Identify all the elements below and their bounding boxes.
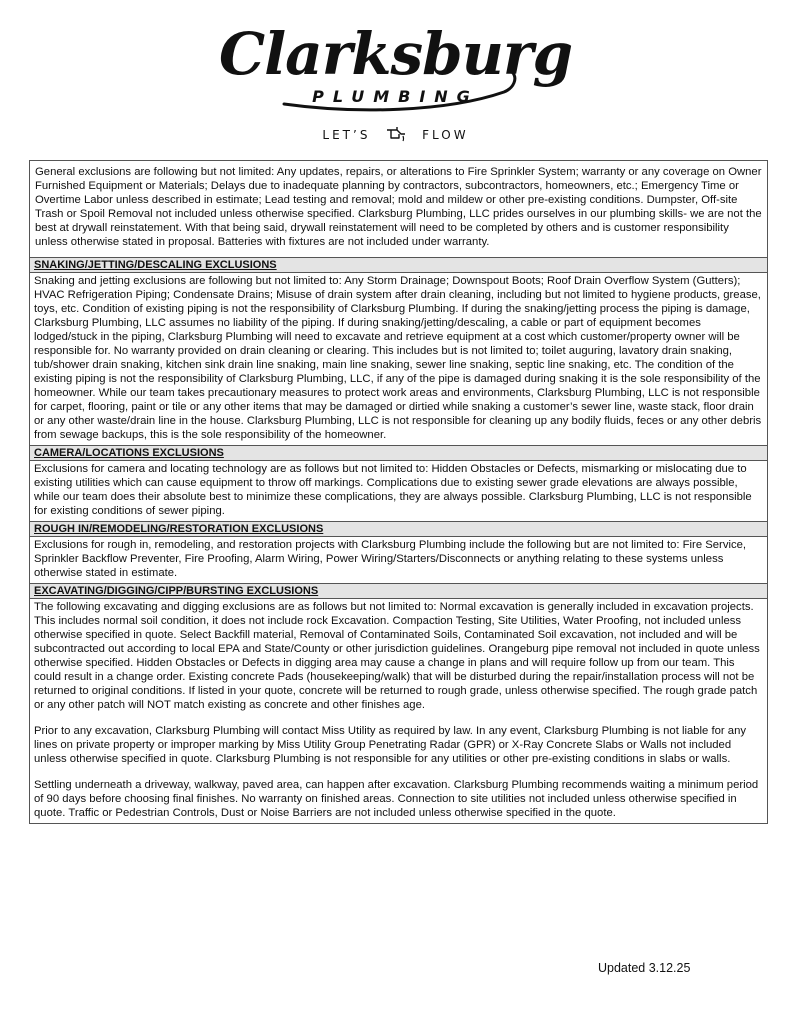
logo-tagline bbox=[0, 126, 791, 145]
section-rough-in bbox=[30, 522, 767, 584]
section-paragraph: The following excavating and digging exclusions are as follows but not limited to: Normal excavation is generally included in excavation projects. This includes normal soil condition, it does not include rock Excavation. Compaction Testing, Site Utilities, Water Proofing, not included unless otherwise specified in quote. Select Backfill material, Removal of Contaminated Soils, Contaminated Soil excavation, not included and will be subcontracted out according to local EPA and State/County or other jurisdiction guidelines. Orangeburg pipe removal not included in quote unless otherwise specified. Hidden Obstacles or Defects in digging area may cause a change in plans and will require follow up from our team. This could result in a change order. Existing concrete Pads (housekeeping/walk) that will be disturbed during the repair/installation process will not be returned to original conditions. If listed in your quote, concrete will be returned to rough grade, unless otherwise specified. The rough grade patch or any other patch will NOT match existing as concrete and other finishes age. bbox=[34, 601, 760, 711]
section-paragraph: Exclusions for rough in, remodeling, and restoration projects with Clarksburg Plumbing include the following but are not limited to: Fire Service, Sprinkler Backflow Preventer, Fire Proofing, Alarm Wiring, Power Wiring/Starters/Disconnects or anything relating to these systems unless otherwise stated in estimate. bbox=[34, 539, 747, 579]
section-paragraph: Exclusions for camera and locating technology are as follows but not limited to: Hidden Obstacles or Defects, mismarking or mislocating due to existing utilities which can cause equipment to throw off markings. Complications due to existing sewer grade elevations are always possible, while our team does their absolute best to minimize these complications, they are always possible. Clarksburg Plumbing, LLC is not responsible for existing conditions of sewer piping. bbox=[34, 463, 752, 517]
section-excavating bbox=[30, 584, 767, 824]
section-paragraph: Snaking and jetting exclusions are following but not limited to: Any Storm Drainage; Downspout Boots; Roof Drain Overflow System (Gutters); HVAC Refrigeration Piping; Condensate Drains; Misuse of drain system after drain cleaning, including but not limited to hygiene products, grease, toys, etc. Condition of existing piping is not the responsibility of Clarksburg Plumbing. If during the snaking/jetting process the piping is damage, Clarksburg Plumbing, LLC assumes no liability of the piping. If during snaking/jetting/descaling, a cable or part of equipment becomes lodged/stuck in the piping, Clarksburg Plumbing will need to excavate and retrieve equipment at a cost which customer/property owner will be responsible for. No warranty provided on drain cleaning or clearing. This includes but is not limited to; toilet auguring, lavatory drain snaking, tub/shower drain snaking, kitchen sink drain line snaking, main line snaking, sewer line snaking, septic line snaking, etc. The condition of the existing piping is not the responsibility of Clarksburg Plumbing, LLC, if any of the pipe is damaged during snaking it is the sole responsibility of the homeowner. While our team takes precautionary measures to protect work areas and environments, Clarksburg Plumbing, LLC is not responsible for carpet, flooring, paint or tile or any other items that may be damaged or dirtied while snaking a customer’s sewer line, waste stack, floor drain or any other waste/drain line in the house. Clarksburg Plumbing, LLC is not responsible for cleaning up any bodily fluids, feces or any other debris from sewage backups, this is the sole responsibility of the homeowner. bbox=[34, 275, 762, 441]
section-camera bbox=[30, 446, 767, 522]
faucet-flow-icon bbox=[385, 126, 407, 145]
section-body bbox=[30, 273, 767, 445]
section-body bbox=[30, 599, 767, 823]
exclusions-document bbox=[29, 160, 768, 824]
tagline-left: LET’S bbox=[322, 128, 371, 142]
section-heading: EXCAVATING/DIGGING/CIPP/BURSTING EXCLUSIONS bbox=[30, 584, 767, 599]
section-paragraph: Settling underneath a driveway, walkway, paved area, can happen after excavation. Clarksburg Plumbing recommends waiting a minimum period of 90 days before choosing final finishes. No warranty on finished areas. Connection to site utilities not included unless otherwise specified in quote. Traffic or Pedestrian Controls, Dust or Noise Barriers are not included unless otherwise specified in the quote. bbox=[34, 779, 759, 819]
section-body bbox=[30, 461, 767, 521]
section-heading: SNAKING/JETTING/DESCALING EXCLUSIONS bbox=[30, 258, 767, 273]
section-heading: ROUGH IN/REMODELING/RESTORATION EXCLUSIONS bbox=[30, 522, 767, 537]
section-paragraph: Prior to any excavation, Clarksburg Plumbing will contact Miss Utility as required by law. In any event, Clarksburg Plumbing is not liable for any lines on private property or improper marking by Miss Utility Group Penetrating Radar (GPR) or X-Ray Concrete Slabs or Walls not included unless otherwise specified in quote. Clarksburg Plumbing is not responsible for any utilities or other pre-existing conditions in slabs or walls. bbox=[34, 725, 747, 765]
section-body bbox=[30, 537, 767, 583]
general-exclusions-text: General exclusions are following but not limited: Any updates, repairs, or alterations to Fire Sprinkler System; warranty or any coverage on Owner Furnished Equipment or Materials; Delays due to inadequate planning by contractors, subcontractors, homeowners, etc.; Emergency Time or Overtime Labor unless described in estimate; Lead testing and removal; mold and mildew or other pre-existing conditions. Dumpster, Off-site Trash or Spoil Removal not included unless otherwise specified. Clarksburg Plumbing, LLC prides ourselves in our plumbing skills- we are not the best at drywall reinstatement. With that being said, drywall reinstatement will need to be completed by others and is customer responsibility unless otherwise stated in proposal. Batteries with fixtures are not included under warranty. bbox=[30, 161, 767, 258]
section-heading: CAMERA/LOCATIONS EXCLUSIONS bbox=[30, 446, 767, 461]
tagline-right: FLOW bbox=[422, 128, 469, 142]
updated-date: Updated 3.12.25 bbox=[598, 961, 691, 975]
logo-subword: PLUMBING bbox=[312, 87, 479, 106]
section-snaking bbox=[30, 258, 767, 446]
logo-wordmark: Clarksburg bbox=[218, 20, 572, 88]
